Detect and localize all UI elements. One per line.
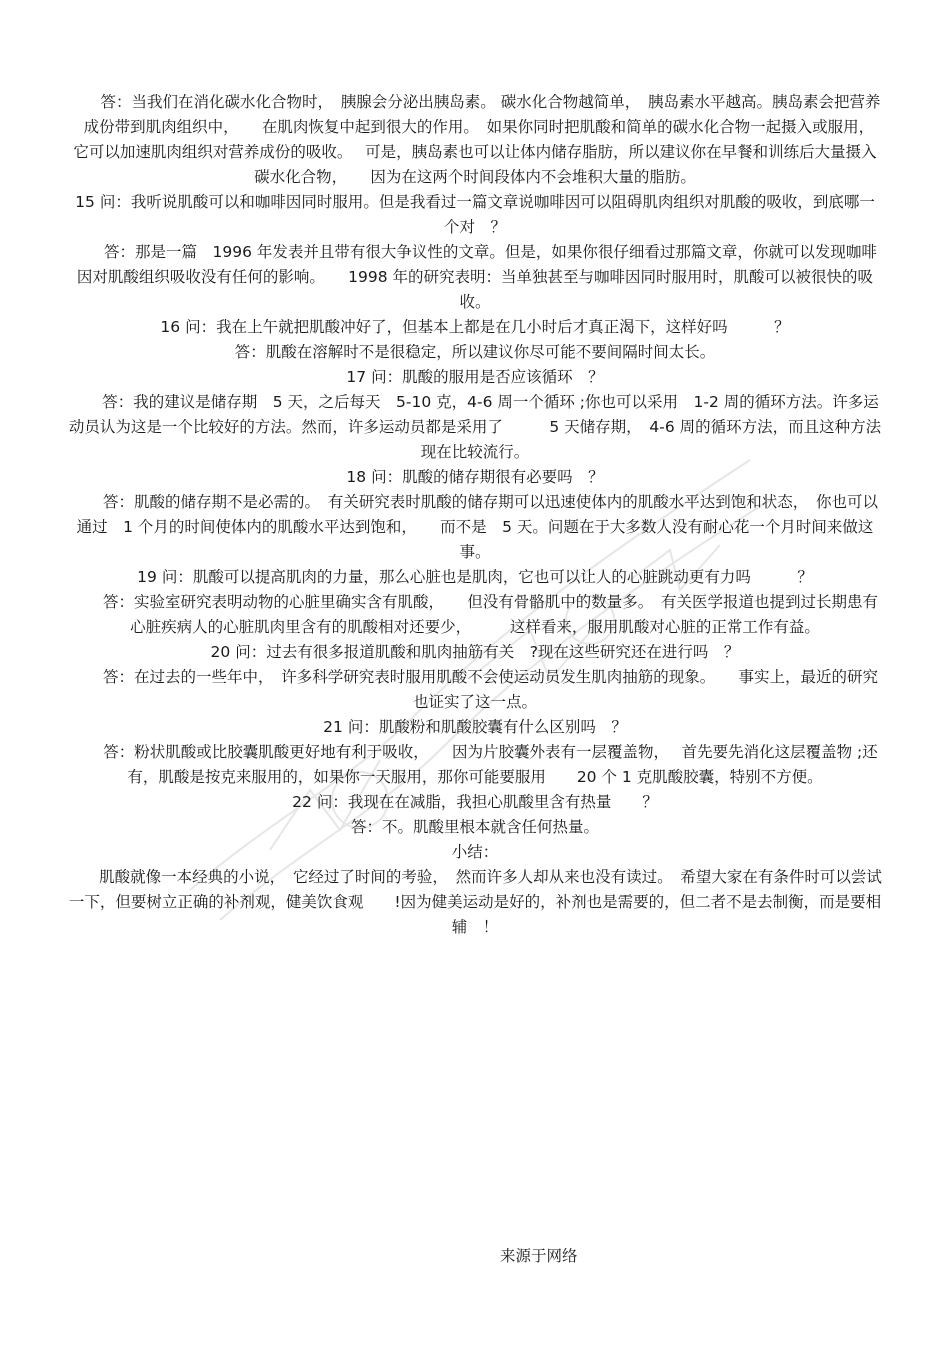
paragraph-question-16: 16 问：我在上午就把肌酸冲好了，但基本上都是在几小时后才真正渴下，这样好吗 ？	[160, 318, 790, 336]
summary-heading: 小结：	[451, 843, 499, 861]
paragraph-answer-15: 答：那是一篇 1996 年发表并且带有很大争议性的文章。但是，如果你很仔细看过那篇文章，你就可以发现咖啡因对肌酸组织吸收没有任何的影响。 1998 年的研究表明：当单独甚至与咖啡因同时服用时，肌酸可以被很快的吸收。	[76, 243, 877, 311]
paragraph-answer-22: 答：不。肌酸里根本就含任何热量。	[350, 818, 599, 836]
source-footer: 来源于网络	[500, 1247, 578, 1265]
paragraph-answer-20: 答：在过去的一些年中， 许多科学研究表时服用肌酸不会使运动员发生肌肉抽筋的现象。 事实上，最近的研究也证实了这一点。	[102, 668, 878, 711]
paragraph-question-17: 17 问：肌酸的服用是否应该循环 ？	[346, 368, 604, 386]
paragraph-answer-21: 答：粉状肌酸或比胶囊肌酸更好地有利于吸收， 因为片胶囊外表有一层覆盖物， 首先要先消化这层覆盖物 ;还有，肌酸是按克来服用的，如果你一天服用，那你可能要服用 20 个 1 克肌酸胶囊，特别不方便。	[103, 743, 878, 786]
paragraph-question-19: 19 问：肌酸可以提高肌肉的力量，那么心脏也是肌肉，它也可以让人的心脏跳动更有力吗 ？	[137, 568, 813, 586]
summary-paragraph: 肌酸就像一本经典的小说， 它经过了时间的考验， 然而许多人却从来也没有读过。 希望大家在有条件时可以尝试一下，但要树立正确的补剂观，健美饮食观 !因为健美运动是好的，补剂也是需要的，但二者不是去制衡，而是要相辅 ！	[68, 868, 882, 936]
paragraph-question-20: 20 问：过去有很多报道肌酸和肌肉抽筋有关 ?现在这些研究还在进行吗 ？	[210, 643, 740, 661]
paragraph-question-21: 21 问：肌酸粉和肌酸胶囊有什么区别吗 ？	[323, 718, 627, 736]
paragraph-question-15: 15 问：我听说肌酸可以和咖啡因同时服用。但是我看过一篇文章说咖啡因可以阻碍肌肉组织对肌酸的吸收，到底哪一个对 ？	[75, 193, 875, 236]
paragraph-answer-19: 答：实验室研究表明动物的心脏里确实含有肌酸， 但没有骨骼肌中的数量多。 有关医学报道也提到过长期患有心脏疾病人的心脏肌肉里含有的肌酸相对还要少， 这样看来，服用肌酸对心脏的正常工作有益。	[102, 593, 878, 636]
paragraph-answer-18: 答：肌酸的储存期不是必需的。 有关研究表时肌酸的储存期可以迅速使体内的肌酸水平达到饱和状态， 你也可以通过 1 个月的时间使体内的肌酸水平达到饱和， 而不是 5 天。问题在于大多数人没有耐心花一个月时间来做这事。	[76, 493, 878, 561]
paragraph-answer-17: 答：我的建议是储存期 5 天，之后每天 5-10 克，4-6 周一个循环 ;你也可以采用 1-2 周的循环方法。许多运动员认为这是一个比较好的方法。然而，许多运动员都是采用了 5 天储存期， 4-6 周的循环方法，而且这种方法现在比较流行。	[68, 393, 882, 461]
paragraph-answer-16: 答：肌酸在溶解时不是很稳定，所以建议你尽可能不要间隔时间太长。	[234, 343, 716, 361]
paragraph-answer-14: 答：当我们在消化碳水化合物时， 胰腺会分泌出胰岛素。 碳水化合物越简单， 胰岛素水平越高。胰岛素会把营养成份带到肌肉组织中， 在肌肉恢复中起到很大的作用。 如果你同时把肌酸和简单的碳水化合物一起摄入或服用， 它可以加速肌肉组织对营养成份的吸收。 可是，胰岛素也可以让体内储存脂肪，所以建议你在早餐和训练后大量摄入碳水化合物， 因为在这两个时间段体内不会堆积大量的脂肪。	[73, 93, 887, 186]
paragraph-question-18: 18 问：肌酸的储存期很有必要吗 ？	[346, 468, 604, 486]
document-body	[68, 90, 887, 940]
paragraph-question-22: 22 问：我现在在减脂，我担心肌酸里含有热量 ？	[292, 793, 658, 811]
